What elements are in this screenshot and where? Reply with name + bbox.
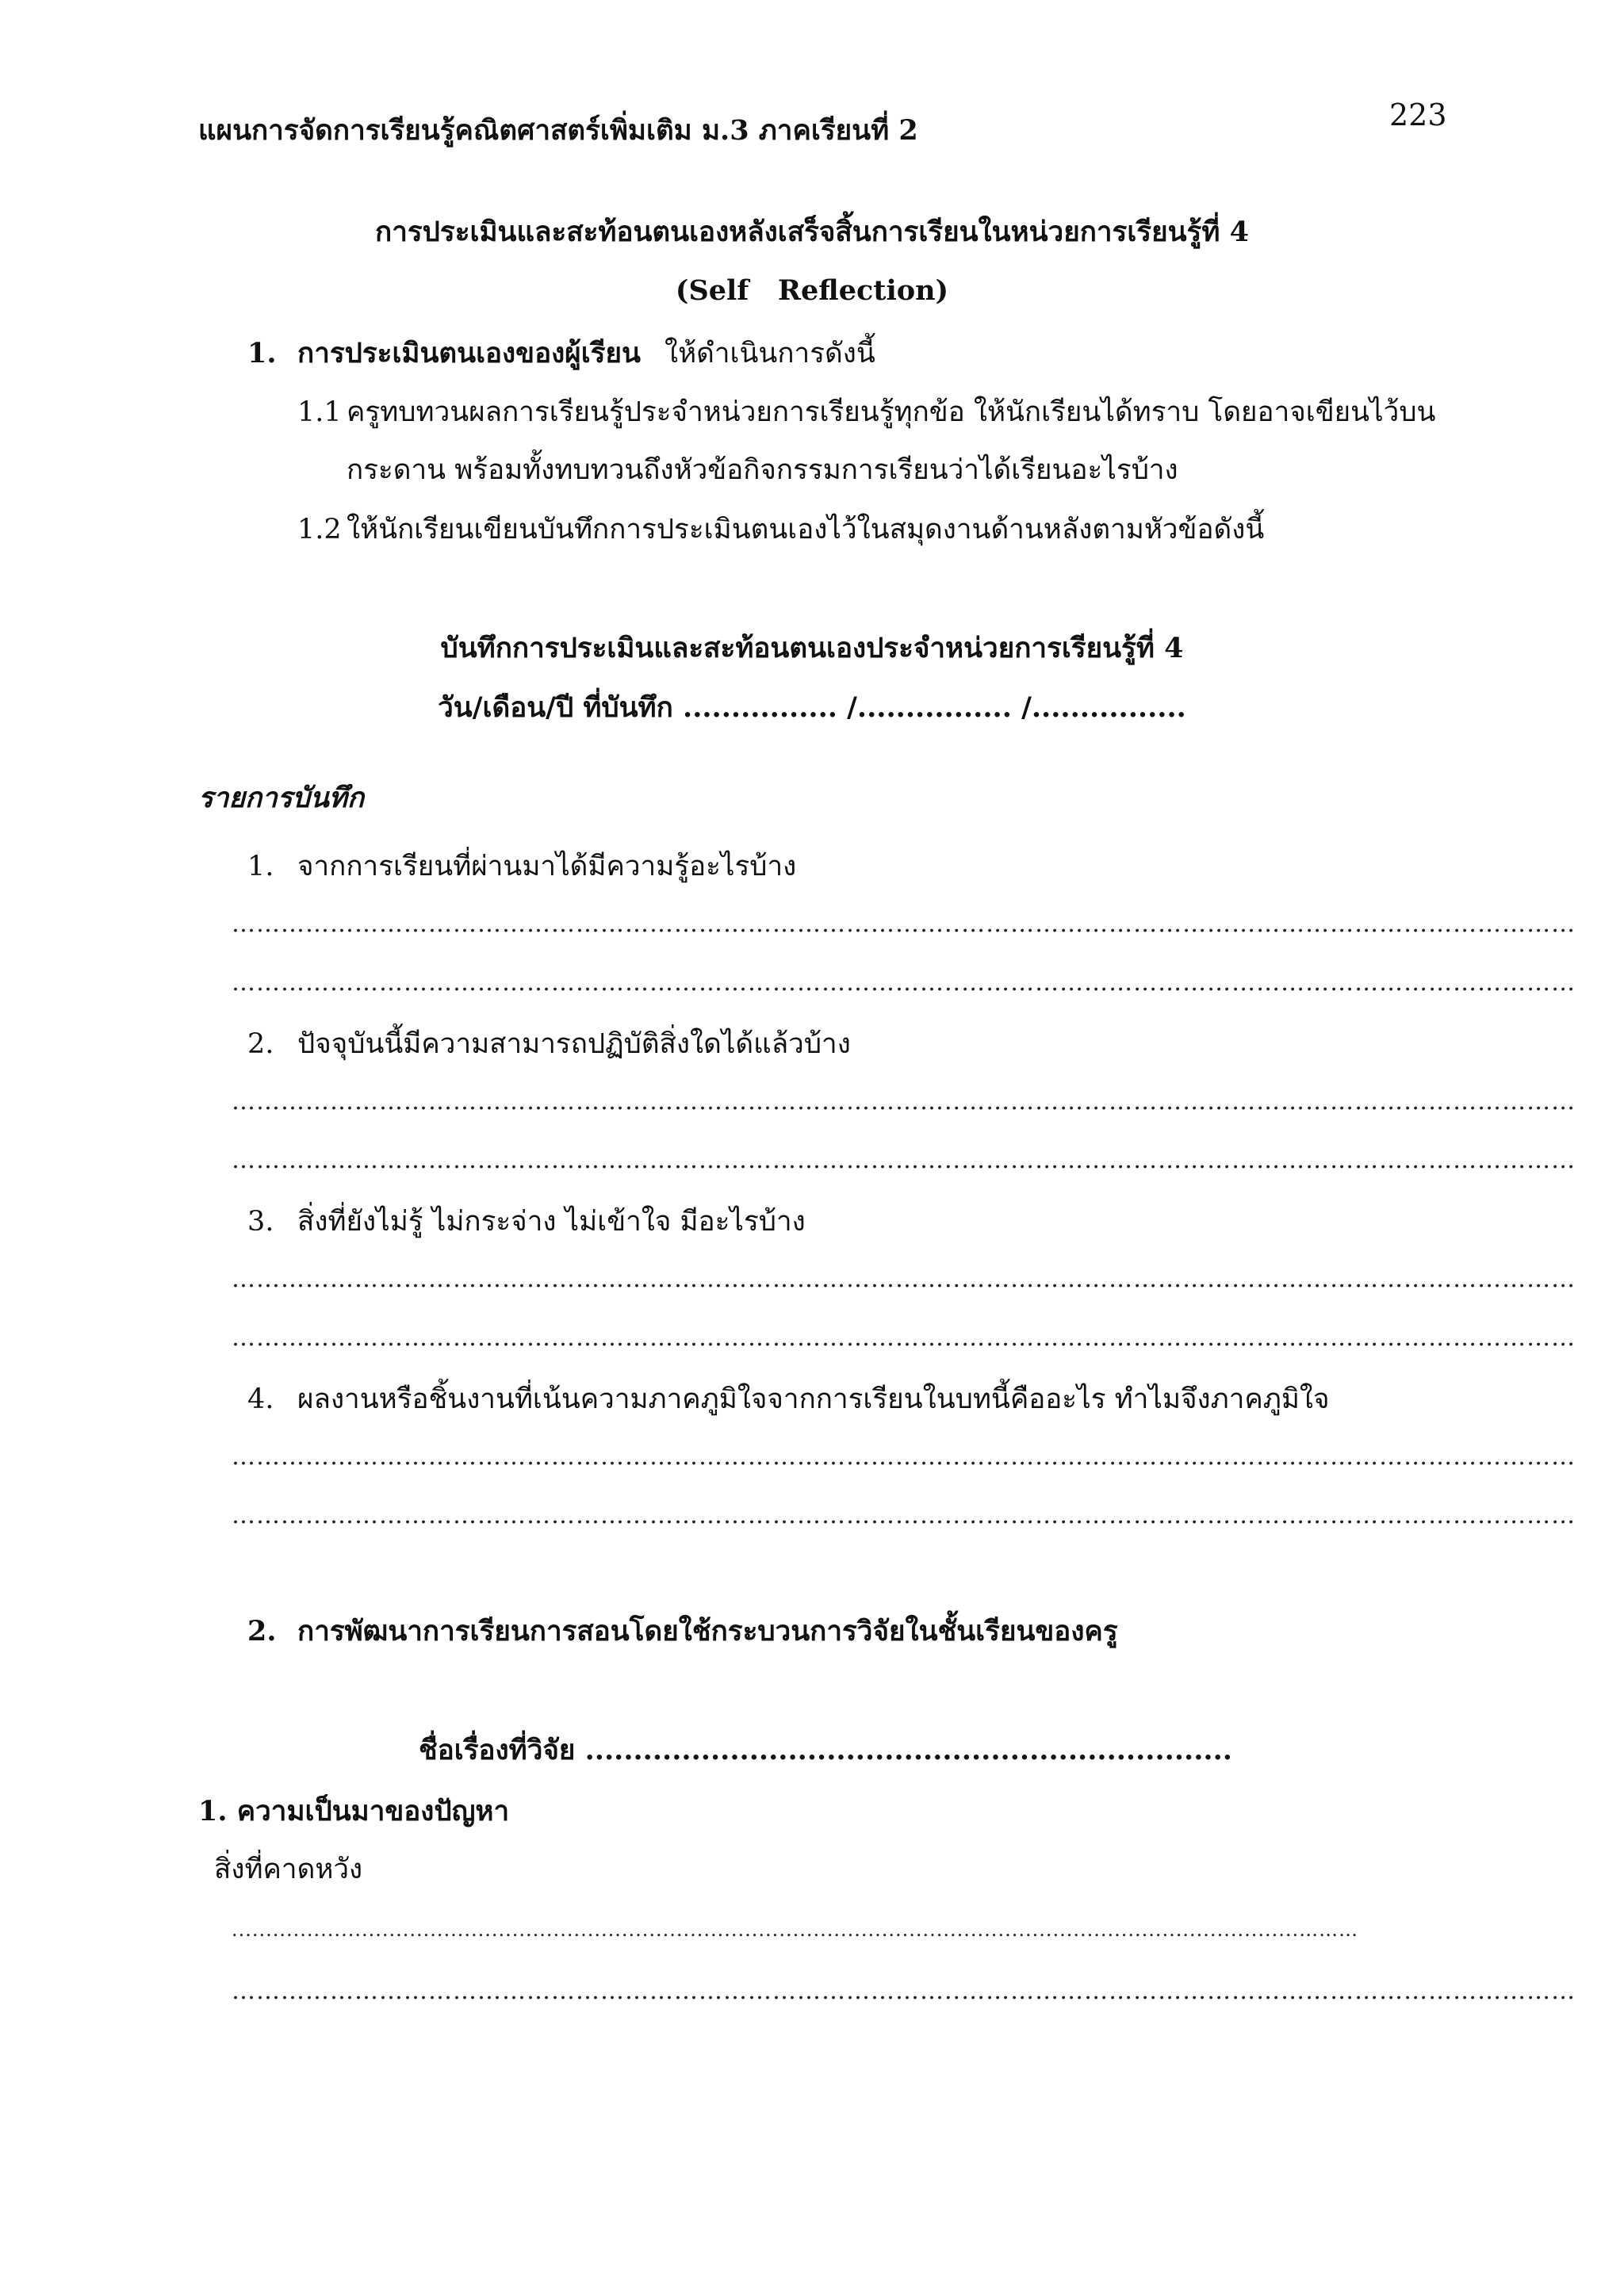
answer-line: ……………………………………………………………………………..………………………………………………………………… [232, 1324, 1576, 1352]
answer-line: ……………………………………………………………………………..………………………………………………………………… [232, 1502, 1576, 1529]
part2-heading: การพัฒนาการเรียนการสอนโดยใช้กระบวนการวิจัยในชั้นเรียนของครู [297, 1615, 1118, 1647]
part1-number: 1. [247, 337, 277, 369]
answer-line: ……………………………………………………………………………..………………………………………………………………… [232, 1977, 1576, 2005]
question-2-text: ปัจจุบันนี้มีความสามารถปฏิบัติสิ่งใดได้แล้วบ้าง [297, 1028, 851, 1060]
expected-label: สิ่งที่คาดหวัง [214, 1854, 363, 1885]
part1-instruction: ให้ดำเนินการดังนี้ [665, 338, 875, 369]
question-3-text: สิ่งที่ยังไม่รู้ ไม่กระจ่าง ไม่เข้าใจ มีอะไรบ้าง [297, 1206, 806, 1238]
document-header-title: แผนการจัดการเรียนรู้คณิตศาสตร์เพิ่มเติม ม.3 ภาคเรียนที่ 2 [198, 114, 918, 147]
background-heading: 1. ความเป็นมาของปัญหา [198, 1795, 510, 1827]
item-1-1-number: 1.1 [297, 396, 342, 428]
part1-heading: การประเมินตนเองของผู้เรียน [297, 337, 641, 369]
item-1-1-line2: กระดาน พร้อมทั้งทบทวนถึงหัวข้อกิจกรรมการเรียนว่าได้เรียนอะไรบ้าง [347, 454, 1178, 486]
question-1-text: จากการเรียนที่ผ่านมาได้มีความรู้อะไรบ้าง [297, 851, 797, 882]
record-list-heading: รายการบันทึก [198, 782, 365, 814]
record-title: บันทึกการประเมินและสะท้อนตนเองประจำหน่วยการเรียนรู้ที่ 4 [440, 632, 1184, 664]
answer-line: ……………………………………………………………………………..………………………………………………………………… [232, 910, 1576, 938]
question-2-number: 2. [247, 1028, 274, 1060]
section-subtitle: (Self Reflection) [675, 274, 949, 307]
section-title: การประเมินและสะท้อนตนเองหลังเสร็จสิ้นการเรียนในหน่วยการเรียนรู้ที่ 4 [375, 216, 1249, 248]
answer-line: ……………………………………………………………………………..………………………………………………………………… [232, 969, 1576, 997]
answer-line: ……………………………………………………………………………..………………………………………………………………… [232, 1146, 1576, 1174]
record-date-line: วัน/เดือน/ปี ที่บันทึก ................ /................ /................ [438, 691, 1186, 724]
question-4-text: ผลงานหรือชิ้นงานที่เน้นความภาคภูมิใจจากการเรียนในบทนี้คืออะไร ทำไมจึงภาคภูมิใจ [297, 1383, 1330, 1415]
question-1-number: 1. [247, 851, 274, 882]
item-1-2-number: 1.2 [297, 514, 342, 545]
part2-number: 2. [247, 1615, 277, 1647]
answer-line: ……………………………………………………………………………..………………………………………………………………… [232, 1265, 1576, 1293]
item-1-1-line1: ครูทบทวนผลการเรียนรู้ประจำหน่วยการเรียนรู้ทุกข้อ ให้นักเรียนได้ทราบ โดยอาจเขียนไว้บน [347, 396, 1436, 428]
item-1-2-text: ให้นักเรียนเขียนบันทึกการประเมินตนเองไว้ในสมุดงานด้านหลังตามหัวข้อดังนี้ [347, 514, 1265, 545]
question-4-number: 4. [247, 1383, 274, 1415]
answer-line: ……………………………………………………………………………..………………………………………………………………… [232, 1443, 1576, 1471]
answer-line: ……………………………………………………………………………..………………………………………………………………… [232, 1088, 1576, 1115]
answer-line: ............................................................................................................................................................……… [232, 1919, 1359, 1941]
research-title: ชื่อเรื่องที่วิจัย ................................................................... [419, 1734, 1232, 1766]
question-3-number: 3. [247, 1206, 274, 1238]
page-number: 223 [1389, 98, 1447, 132]
